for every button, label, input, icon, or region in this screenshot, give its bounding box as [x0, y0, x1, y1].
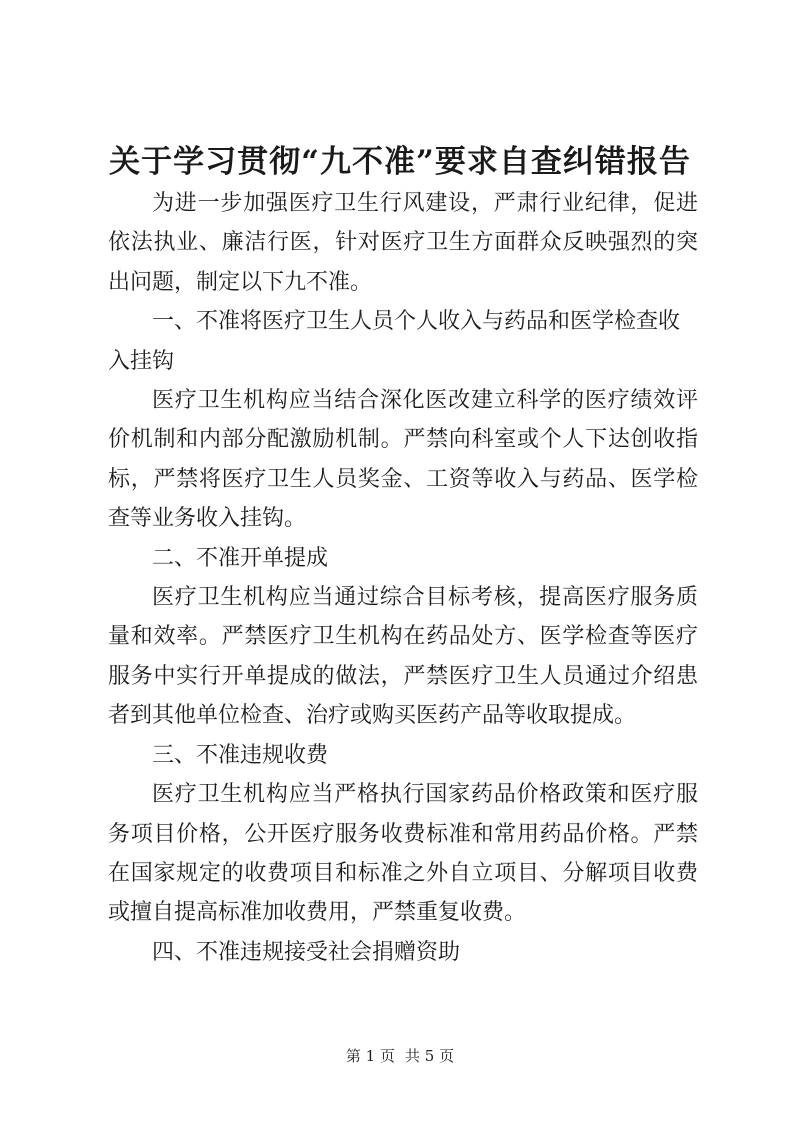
- section-heading-2: 二、不准开单提成: [152, 545, 329, 571]
- document-title: 关于学习贯彻“九不准”要求自查纠错报告: [109, 144, 691, 180]
- section-heading-1: 一、不准将医疗卫生人员个人收入与药品和医学检查收入挂钩: [108, 309, 681, 374]
- page-number: 第 1 页: [345, 1047, 395, 1065]
- page-footer: [0, 1046, 800, 1066]
- section-body-2: 医疗卫生机构应当通过综合目标考核，提高医疗服务质量和效率。严禁医疗卫生机构在药品处方、医学检查等医疗服务中实行开单提成的做法，严禁医疗卫生人员通过介绍患者到其他单位检查、治疗或购买医药产品等收取提成。: [108, 585, 698, 729]
- section-body-3: 医疗卫生机构应当严格执行国家药品价格政策和医疗服务项目价格，公开医疗服务收费标准和常用药品价格。严禁在国家规定的收费项目和标准之外自立项目、分解项目收费或擅自提高标准加收费用，严禁重复收费。: [108, 782, 698, 926]
- section-body-1: 医疗卫生机构应当结合深化医改建立科学的医疗绩效评价机制和内部分配激励机制。严禁向科室或个人下达创收指标，严禁将医疗卫生人员奖金、工资等收入与药品、医学检查等业务收入挂钩。: [108, 388, 698, 532]
- intro-paragraph: 为进一步加强医疗卫生行风建设，严肃行业纪律，促进依法执业、廉洁行医，针对医疗卫生方面群众反映强烈的突出问题，制定以下九不准。: [108, 191, 698, 295]
- section-heading-4: 四、不准违规接受社会捐赠资助: [152, 939, 461, 965]
- page-total: 共 5 页: [405, 1047, 455, 1065]
- document-body: [108, 184, 698, 972]
- section-heading-3: 三、不准违规收费: [152, 742, 329, 768]
